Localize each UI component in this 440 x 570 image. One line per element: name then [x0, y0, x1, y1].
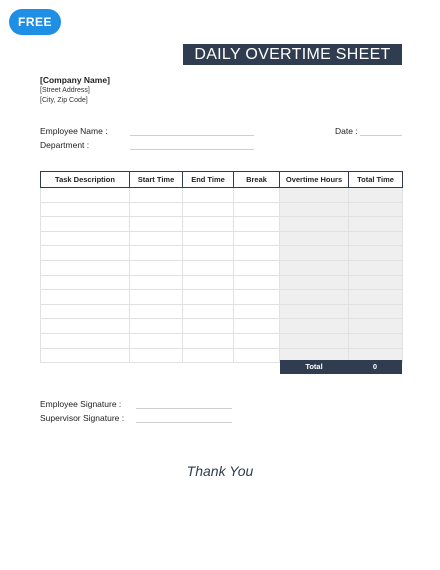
column-header-task-description: Task Description [41, 172, 130, 188]
table-cell[interactable] [130, 275, 183, 290]
table-cell[interactable] [130, 202, 183, 217]
overtime-table [40, 171, 403, 363]
table-row [41, 202, 403, 217]
table-cell[interactable] [183, 188, 234, 203]
table-cell[interactable] [130, 246, 183, 261]
table-cell[interactable] [183, 333, 234, 348]
table-cell[interactable] [130, 348, 183, 363]
company-city: [City, Zip Code] [40, 97, 88, 104]
table-cell[interactable] [183, 246, 234, 261]
table-cell[interactable] [280, 275, 349, 290]
table-cell[interactable] [349, 333, 403, 348]
table-cell[interactable] [183, 304, 234, 319]
table-cell[interactable] [234, 231, 280, 246]
table-cell[interactable] [234, 246, 280, 261]
table-cell[interactable] [41, 260, 130, 275]
table-cell[interactable] [234, 333, 280, 348]
column-header-overtime-hours: Overtime Hours [280, 172, 349, 188]
total-label: Total [305, 362, 323, 371]
free-badge[interactable]: FREE [9, 9, 61, 35]
table-cell[interactable] [183, 290, 234, 305]
supervisor-signature-field[interactable] [136, 422, 232, 423]
table-cell[interactable] [183, 217, 234, 232]
table-cell[interactable] [183, 231, 234, 246]
company-street: [Street Address] [40, 86, 90, 94]
company-block [40, 75, 110, 107]
table-cell[interactable] [41, 348, 130, 363]
table-cell[interactable] [280, 290, 349, 305]
table-cell[interactable] [234, 260, 280, 275]
table-row [41, 333, 403, 348]
column-header-break: Break [234, 172, 280, 188]
table-row [41, 260, 403, 275]
table-cell[interactable] [41, 333, 130, 348]
department-field[interactable] [130, 149, 254, 150]
table-cell[interactable] [130, 333, 183, 348]
table-cell[interactable] [41, 202, 130, 217]
table-cell[interactable] [130, 188, 183, 203]
table-cell[interactable] [130, 290, 183, 305]
table-cell[interactable] [280, 217, 349, 232]
table-cell[interactable] [234, 319, 280, 334]
table-row [41, 319, 403, 334]
table-cell[interactable] [130, 231, 183, 246]
department-label: Department : [40, 140, 90, 150]
table-cell[interactable] [41, 275, 130, 290]
table-cell[interactable] [349, 319, 403, 334]
table-cell[interactable] [349, 304, 403, 319]
table-row [41, 246, 403, 261]
supervisor-signature-label: Supervisor Signature : [40, 413, 125, 423]
table-cell[interactable] [41, 319, 130, 334]
column-header-total-time: Total Time [349, 172, 403, 188]
table-cell[interactable] [234, 304, 280, 319]
table-cell[interactable] [280, 333, 349, 348]
table-cell[interactable] [349, 217, 403, 232]
table-cell[interactable] [234, 290, 280, 305]
table-cell[interactable] [183, 202, 234, 217]
table-cell[interactable] [130, 217, 183, 232]
table-cell[interactable] [349, 231, 403, 246]
table-row [41, 188, 403, 203]
employee-signature-label: Employee Signature : [40, 399, 122, 409]
table-cell[interactable] [41, 231, 130, 246]
total-value: 0 [372, 362, 378, 371]
table-cell[interactable] [280, 231, 349, 246]
table-row [41, 290, 403, 305]
table-cell[interactable] [280, 260, 349, 275]
table-cell[interactable] [349, 246, 403, 261]
table-cell[interactable] [234, 348, 280, 363]
table-cell[interactable] [41, 290, 130, 305]
date-label: Date : [335, 126, 358, 136]
employee-signature-field[interactable] [136, 408, 232, 409]
total-row [280, 360, 402, 374]
column-header-end-time: End Time [183, 172, 234, 188]
table-cell[interactable] [130, 319, 183, 334]
table-cell[interactable] [280, 304, 349, 319]
table-row [41, 275, 403, 290]
table-cell[interactable] [130, 304, 183, 319]
column-header-start-time: Start Time [130, 172, 183, 188]
table-cell[interactable] [280, 188, 349, 203]
table-cell[interactable] [280, 202, 349, 217]
table-cell[interactable] [349, 260, 403, 275]
table-cell[interactable] [41, 304, 130, 319]
table-row [41, 231, 403, 246]
table-cell[interactable] [280, 319, 349, 334]
table-cell[interactable] [234, 217, 280, 232]
table-cell[interactable] [183, 348, 234, 363]
thank-you-text: Thank You [186, 463, 254, 479]
table-cell[interactable] [183, 275, 234, 290]
table-cell[interactable] [41, 246, 130, 261]
employee-name-label: Employee Name : [40, 126, 108, 136]
table-cell[interactable] [234, 275, 280, 290]
table-cell[interactable] [234, 188, 280, 203]
table-header-row [41, 172, 403, 188]
table-cell[interactable] [183, 260, 234, 275]
sheet-title: DAILY OVERTIME SHEET [183, 44, 402, 65]
company-name: [Company Name] [40, 75, 110, 85]
table-cell[interactable] [183, 319, 234, 334]
table-cell[interactable] [280, 246, 349, 261]
table-row [41, 304, 403, 319]
table-cell[interactable] [234, 202, 280, 217]
table-cell[interactable] [349, 275, 403, 290]
table-cell[interactable] [130, 260, 183, 275]
table-cell[interactable] [41, 217, 130, 232]
table-cell[interactable] [349, 188, 403, 203]
table-cell[interactable] [349, 202, 403, 217]
employee-name-field[interactable] [130, 135, 254, 136]
table-row [41, 217, 403, 232]
date-field[interactable] [360, 135, 402, 136]
table-cell[interactable] [41, 188, 130, 203]
table-cell[interactable] [349, 290, 403, 305]
